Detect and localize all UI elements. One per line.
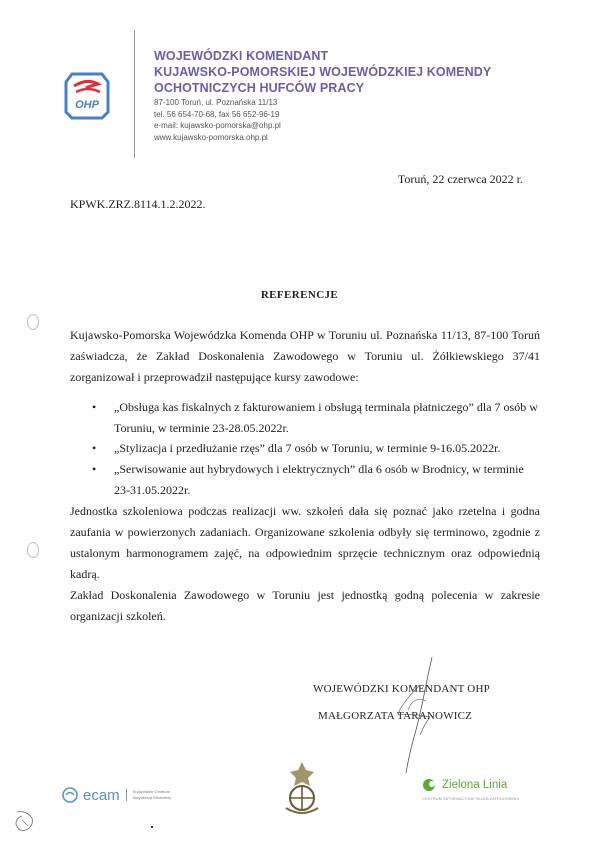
- logo-text: OHP: [75, 99, 99, 111]
- zielona-linia-icon: [422, 778, 438, 792]
- bullet: •: [92, 441, 97, 455]
- bullet: •: [92, 400, 97, 414]
- ecam-word: ecam: [83, 786, 120, 804]
- course-text: „Serwisowanie aut hybrydowych i elektrycznych” dla 6 osób w Brodnicy, w terminie 23-31.05.2022r.: [114, 462, 524, 497]
- hole-punch: [27, 542, 39, 558]
- signature-name: MAŁGORZATA TARANOWICZ: [318, 710, 473, 722]
- ohp-logo-icon: [64, 72, 110, 120]
- course-text: „Obsługa kas fiskalnych z fakturowaniem i obsługą terminala płatniczego” dla 7 osób w Toruniu, w terminie 23-28.05.2022r.: [114, 400, 538, 435]
- signature-title: WOJEWÓDZKI KOMENDANT OHP: [313, 683, 490, 695]
- ohp-emblem-icon: [280, 760, 324, 816]
- ecam-subtitle-line: Aktywizacji Młodzieży: [132, 795, 172, 800]
- header-title-line: KUJAWSKO-POMORSKIEJ WOJEWÓDZKIEJ KOMENDY: [154, 65, 492, 79]
- zielona-linia-logo: [422, 778, 507, 792]
- letter-paragraph-3: Zakład Doskonalenia Zawodowego w Toruniu jest jednostką godną polecenia w zakresie organizacji szkoleń.: [70, 588, 540, 623]
- ecam-swirl-icon: [60, 786, 80, 804]
- course-text: „Stylizacja i przedłużanie rzęs” dla 7 osób w Toruniu, w terminie 9-16.05.2022r.: [114, 441, 501, 455]
- header-title: [154, 48, 491, 96]
- bullet: •: [92, 462, 97, 476]
- header-contact: [154, 97, 281, 143]
- letter-date: Toruń, 22 czerwca 2022 r.: [397, 172, 523, 186]
- letter-heading: REFERENCJE: [260, 289, 339, 301]
- letter-paragraph-2: Jednostka szkoleniowa podczas realizacji ww. szkoleń dała się poznać jako rzetelna i godna zaufania w powierzonych zadaniach. Organizowane szkolenia odbyły się terminowo, zgodnie z ustalonym harmonogramem zajęć, na odpowiednim sprzęcie technicznym oraz odpowiednią kadrą.: [70, 504, 540, 581]
- zielona-linia-word: Zielona Linia: [442, 779, 508, 791]
- corner-mark-icon: [14, 808, 36, 834]
- header-website[interactable]: www.kujawsko-pomorska.ohp.pl: [154, 132, 268, 142]
- ecam-logo: [60, 783, 171, 807]
- zielona-linia-subtitle: CENTRUM INFORMACYJNE SŁUŻB ZATRUDNIENIA: [422, 796, 520, 801]
- header-email[interactable]: e-mail: kujawsko-pomorska@ohp.pl: [154, 121, 281, 130]
- hole-punch: [27, 314, 39, 330]
- header-address: 87-100 Toruń, ul. Poznańska 11/13: [154, 98, 278, 107]
- page-mark: [151, 826, 153, 828]
- header-phone: tel. 56 654-70-68, fax 56 652-96-19: [154, 109, 280, 119]
- ecam-subtitle-line: Europejskie Centrum: [132, 789, 171, 794]
- letter-reference: KPWK.ZRZ.8114.1.2.2022.: [70, 197, 206, 211]
- header-title-line: OCHOTNICZYCH HUFCÓW PRACY: [154, 81, 365, 95]
- header-divider: [134, 30, 135, 158]
- ecam-subtitle: [126, 789, 171, 801]
- header-title-line: WOJEWÓDZKI KOMENDANT: [154, 49, 329, 63]
- letter-intro: Kujawsko-Pomorska Wojewódzka Komenda OHP w Toruniu ul. Poznańska 11/13, 87-100 Toruń zaświadcza, że Zakład Doskonalenia Zawodowego w Toruniu ul. Żółkiewskiego 37/41 zorganizował i przeprowadził następujące kursy zawodowe:: [70, 328, 540, 384]
